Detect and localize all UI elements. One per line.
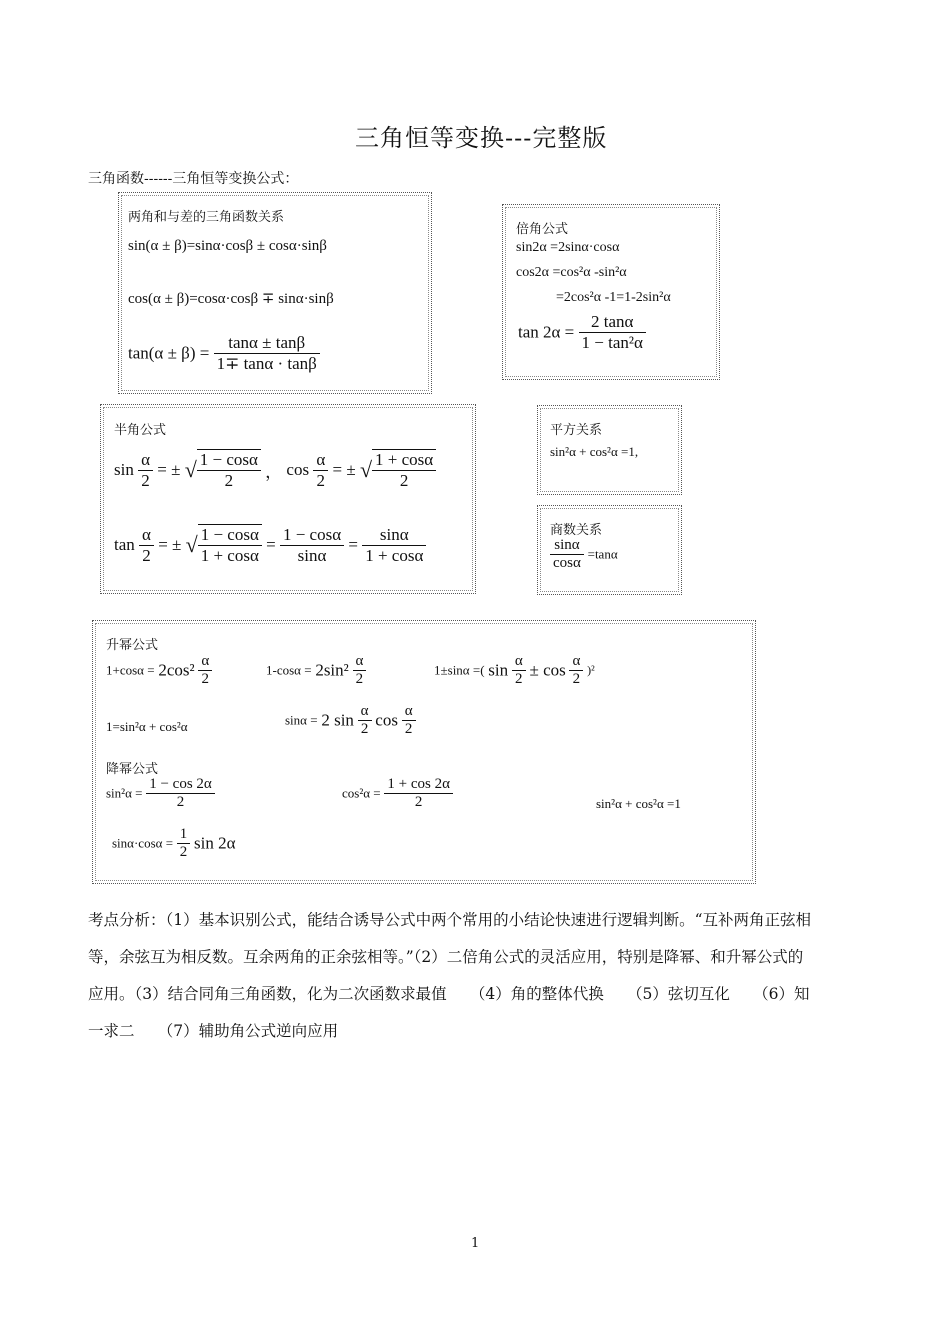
raise-3-cos: ± cos (529, 660, 566, 680)
tan2a-fraction (579, 312, 646, 353)
alpha-over-2 (358, 703, 372, 738)
two: 2 (399, 471, 409, 490)
plus-minus: = ± (157, 460, 181, 479)
section-subtitle: 三角函数------三角恒等变换公式： (88, 171, 299, 187)
tan-half-frac2 (280, 525, 344, 566)
analysis-line: 应用。（3）结合同角三角函数，化为二次函数求最值 （4）角的整体代换 （5）弦切互化 （6）知 (88, 985, 810, 1003)
raise-5-sin: 2 sin (321, 710, 354, 730)
lower-formula-3: sin²α + cos²α =1 (596, 796, 681, 811)
lower-formula-1 (106, 776, 215, 811)
two: 2 (142, 545, 151, 565)
quotient-relation-label: 商数关系 (550, 523, 603, 538)
sin-half-formula (114, 449, 436, 491)
square-relation-formula: sin²α + cos²α =1, (550, 444, 639, 459)
equals: = (348, 535, 358, 554)
sin-alpha: sinα (550, 537, 584, 555)
sqrt-fraction (197, 450, 261, 491)
two: 2 (176, 794, 185, 810)
lower-1-fraction (146, 776, 215, 811)
analysis-paragraph (88, 902, 868, 1050)
two: 2 (414, 794, 423, 810)
tan-half-formula (114, 524, 426, 566)
sin-text: sin (114, 460, 134, 479)
alpha: α (139, 525, 154, 546)
lower-formula-2 (342, 776, 453, 811)
page-number: 1 (471, 1236, 480, 1251)
sin-alpha: sinα (362, 525, 426, 546)
raise-2-lhs: 1-cosα = (266, 662, 312, 678)
double-angle-label: 倍角公式 (516, 222, 569, 237)
sqrt-sign: √ (184, 457, 197, 482)
raise-3-end: )² (587, 663, 595, 677)
raise-formula-5 (285, 703, 416, 738)
one-minus-cos: 1 − cosα (280, 525, 344, 546)
equals-tan: =tanα (587, 546, 618, 562)
cos-text: cos (286, 460, 310, 479)
two: 2 (360, 721, 369, 737)
sqrt-sign: √ (359, 457, 373, 482)
raise-formula-4: 1=sin²α + cos²α (106, 719, 188, 734)
one-plus-cos: 1 + cosα (365, 545, 424, 565)
two: 2 (355, 671, 364, 687)
tan2a-denominator: 1 − tan²α (581, 333, 643, 352)
two: 2 (404, 721, 413, 737)
raise-5-lhs: sinα = (285, 712, 318, 728)
raise-formula-3 (434, 653, 595, 688)
square-relation-label: 平方关系 (550, 423, 603, 438)
tan2a-lhs: tan 2α = (518, 322, 575, 342)
raise-3-sin: sin (488, 660, 509, 680)
cos-sum-formula: cos(α ± β)=cosα·cosβ ∓ sinα·sinβ (128, 291, 334, 307)
analysis-line: 考点分析：（1）基本识别公式，能结合诱导公式中两个常用的小结论快速进行逻辑判断。“互补两角正弦相 (88, 911, 812, 929)
cos-alpha: cosα (553, 555, 581, 571)
alpha: α (358, 703, 372, 721)
alpha-over-2 (313, 450, 328, 491)
lower-2-lhs: cos²α = (342, 785, 381, 801)
alpha: α (353, 653, 367, 671)
two: 2 (224, 471, 234, 490)
sqrt-fraction (372, 450, 436, 491)
two: 2 (179, 844, 188, 860)
equals: = (266, 535, 276, 554)
tan-sum-formula (128, 333, 320, 374)
quotient-relation-formula (550, 537, 618, 572)
tan-sum-numerator: tanα ± tanβ (214, 333, 320, 354)
sum-difference-label: 两角和与差的三角函数关系 (128, 210, 285, 225)
cos2a-alt-formula: =2cos²α -1=1-2sin²α (556, 290, 671, 305)
alpha-over-2 (138, 450, 153, 491)
tan-sum-fraction (214, 333, 320, 374)
sin-sum-formula: sin(α ± β)=sinα·cosβ ± cosα·sinβ (128, 238, 327, 254)
cos2a-formula: cos2α =cos²α -sin²α (516, 265, 627, 280)
alpha-over-2 (402, 703, 416, 738)
alpha-over-2 (353, 653, 367, 688)
alpha: α (138, 450, 153, 471)
plus-minus: = ± (158, 535, 182, 554)
one-minus-cos: 1 − cosα (197, 450, 261, 471)
half-fraction (177, 826, 191, 861)
analysis-line: 等，余弦互为相反数。互余两角的正余弦相等。”（2）二倍角公式的灵活应用，特别是降幂、和升幂公式的 (88, 948, 804, 966)
lower-1-lhs: sin²α = (106, 785, 143, 801)
lower-4-rhs: sin 2α (194, 833, 236, 853)
alpha: α (569, 653, 583, 671)
alpha: α (512, 653, 526, 671)
raise-1-lhs: 1+cosα = (106, 662, 155, 678)
sqrt-body (197, 449, 261, 491)
sqrt-fraction (198, 525, 262, 566)
two: 2 (515, 671, 523, 687)
lower-formula-4 (112, 826, 236, 861)
two: 2 (572, 671, 581, 687)
lower-power-label: 降幂公式 (106, 762, 159, 777)
raise-5-cos: cos (375, 710, 398, 730)
sqrt-body (372, 449, 436, 491)
two: 2 (316, 470, 326, 490)
one: 1 (177, 826, 191, 844)
raise-power-label: 升幂公式 (106, 638, 159, 653)
raise-formula-2 (266, 653, 366, 688)
alpha-over-2 (569, 653, 583, 688)
raise-2-rhs: 2sin² (315, 660, 349, 680)
alpha-over-2 (512, 653, 526, 688)
analysis-line: 一求二 （7）辅助角公式逆向应用 (88, 1022, 339, 1040)
sin2a-formula: sin2α =2sinα·cosα (516, 240, 620, 255)
tan-half-frac3 (362, 525, 426, 566)
raise-formula-1 (106, 653, 212, 688)
sqrt-body (198, 524, 262, 566)
sin-over-cos (550, 537, 584, 572)
sin-alpha: sinα (297, 545, 327, 565)
two: 2 (201, 671, 209, 687)
raise-3-lhs: 1±sinα =( (434, 662, 485, 678)
tan-sum-lhs: tan(α ± β) = (128, 343, 210, 363)
lower-4-lhs: sinα·cosα = (112, 835, 174, 851)
alpha: α (198, 653, 212, 671)
tan2a-formula (518, 312, 646, 353)
two: 2 (141, 470, 150, 490)
alpha: α (313, 450, 328, 471)
tan-text: tan (114, 535, 135, 554)
plus-minus: = ± (332, 460, 356, 479)
one-plus-cos: 1 + cosα (200, 546, 259, 565)
sqrt-sign: √ (185, 532, 198, 557)
half-angle-label: 半角公式 (114, 423, 167, 438)
one-plus-cos: 1 + cosα (372, 450, 436, 471)
lower-2-num: 1 + cos 2α (384, 776, 453, 794)
tan2a-numerator: 2 tanα (579, 312, 646, 333)
alpha-over-2 (139, 525, 154, 566)
lower-2-fraction (384, 776, 453, 811)
one-minus-cos: 1 − cosα (198, 525, 262, 546)
page-title: 三角恒等变换---完整版 (355, 124, 608, 152)
comma: ， (265, 462, 283, 482)
alpha-over-2 (198, 653, 212, 688)
lower-1-num: 1 − cos 2α (146, 776, 215, 794)
raise-1-rhs: 2cos² (158, 660, 195, 680)
tan-sum-denominator: 1∓ tanα · tanβ (216, 354, 317, 373)
alpha: α (402, 703, 416, 721)
